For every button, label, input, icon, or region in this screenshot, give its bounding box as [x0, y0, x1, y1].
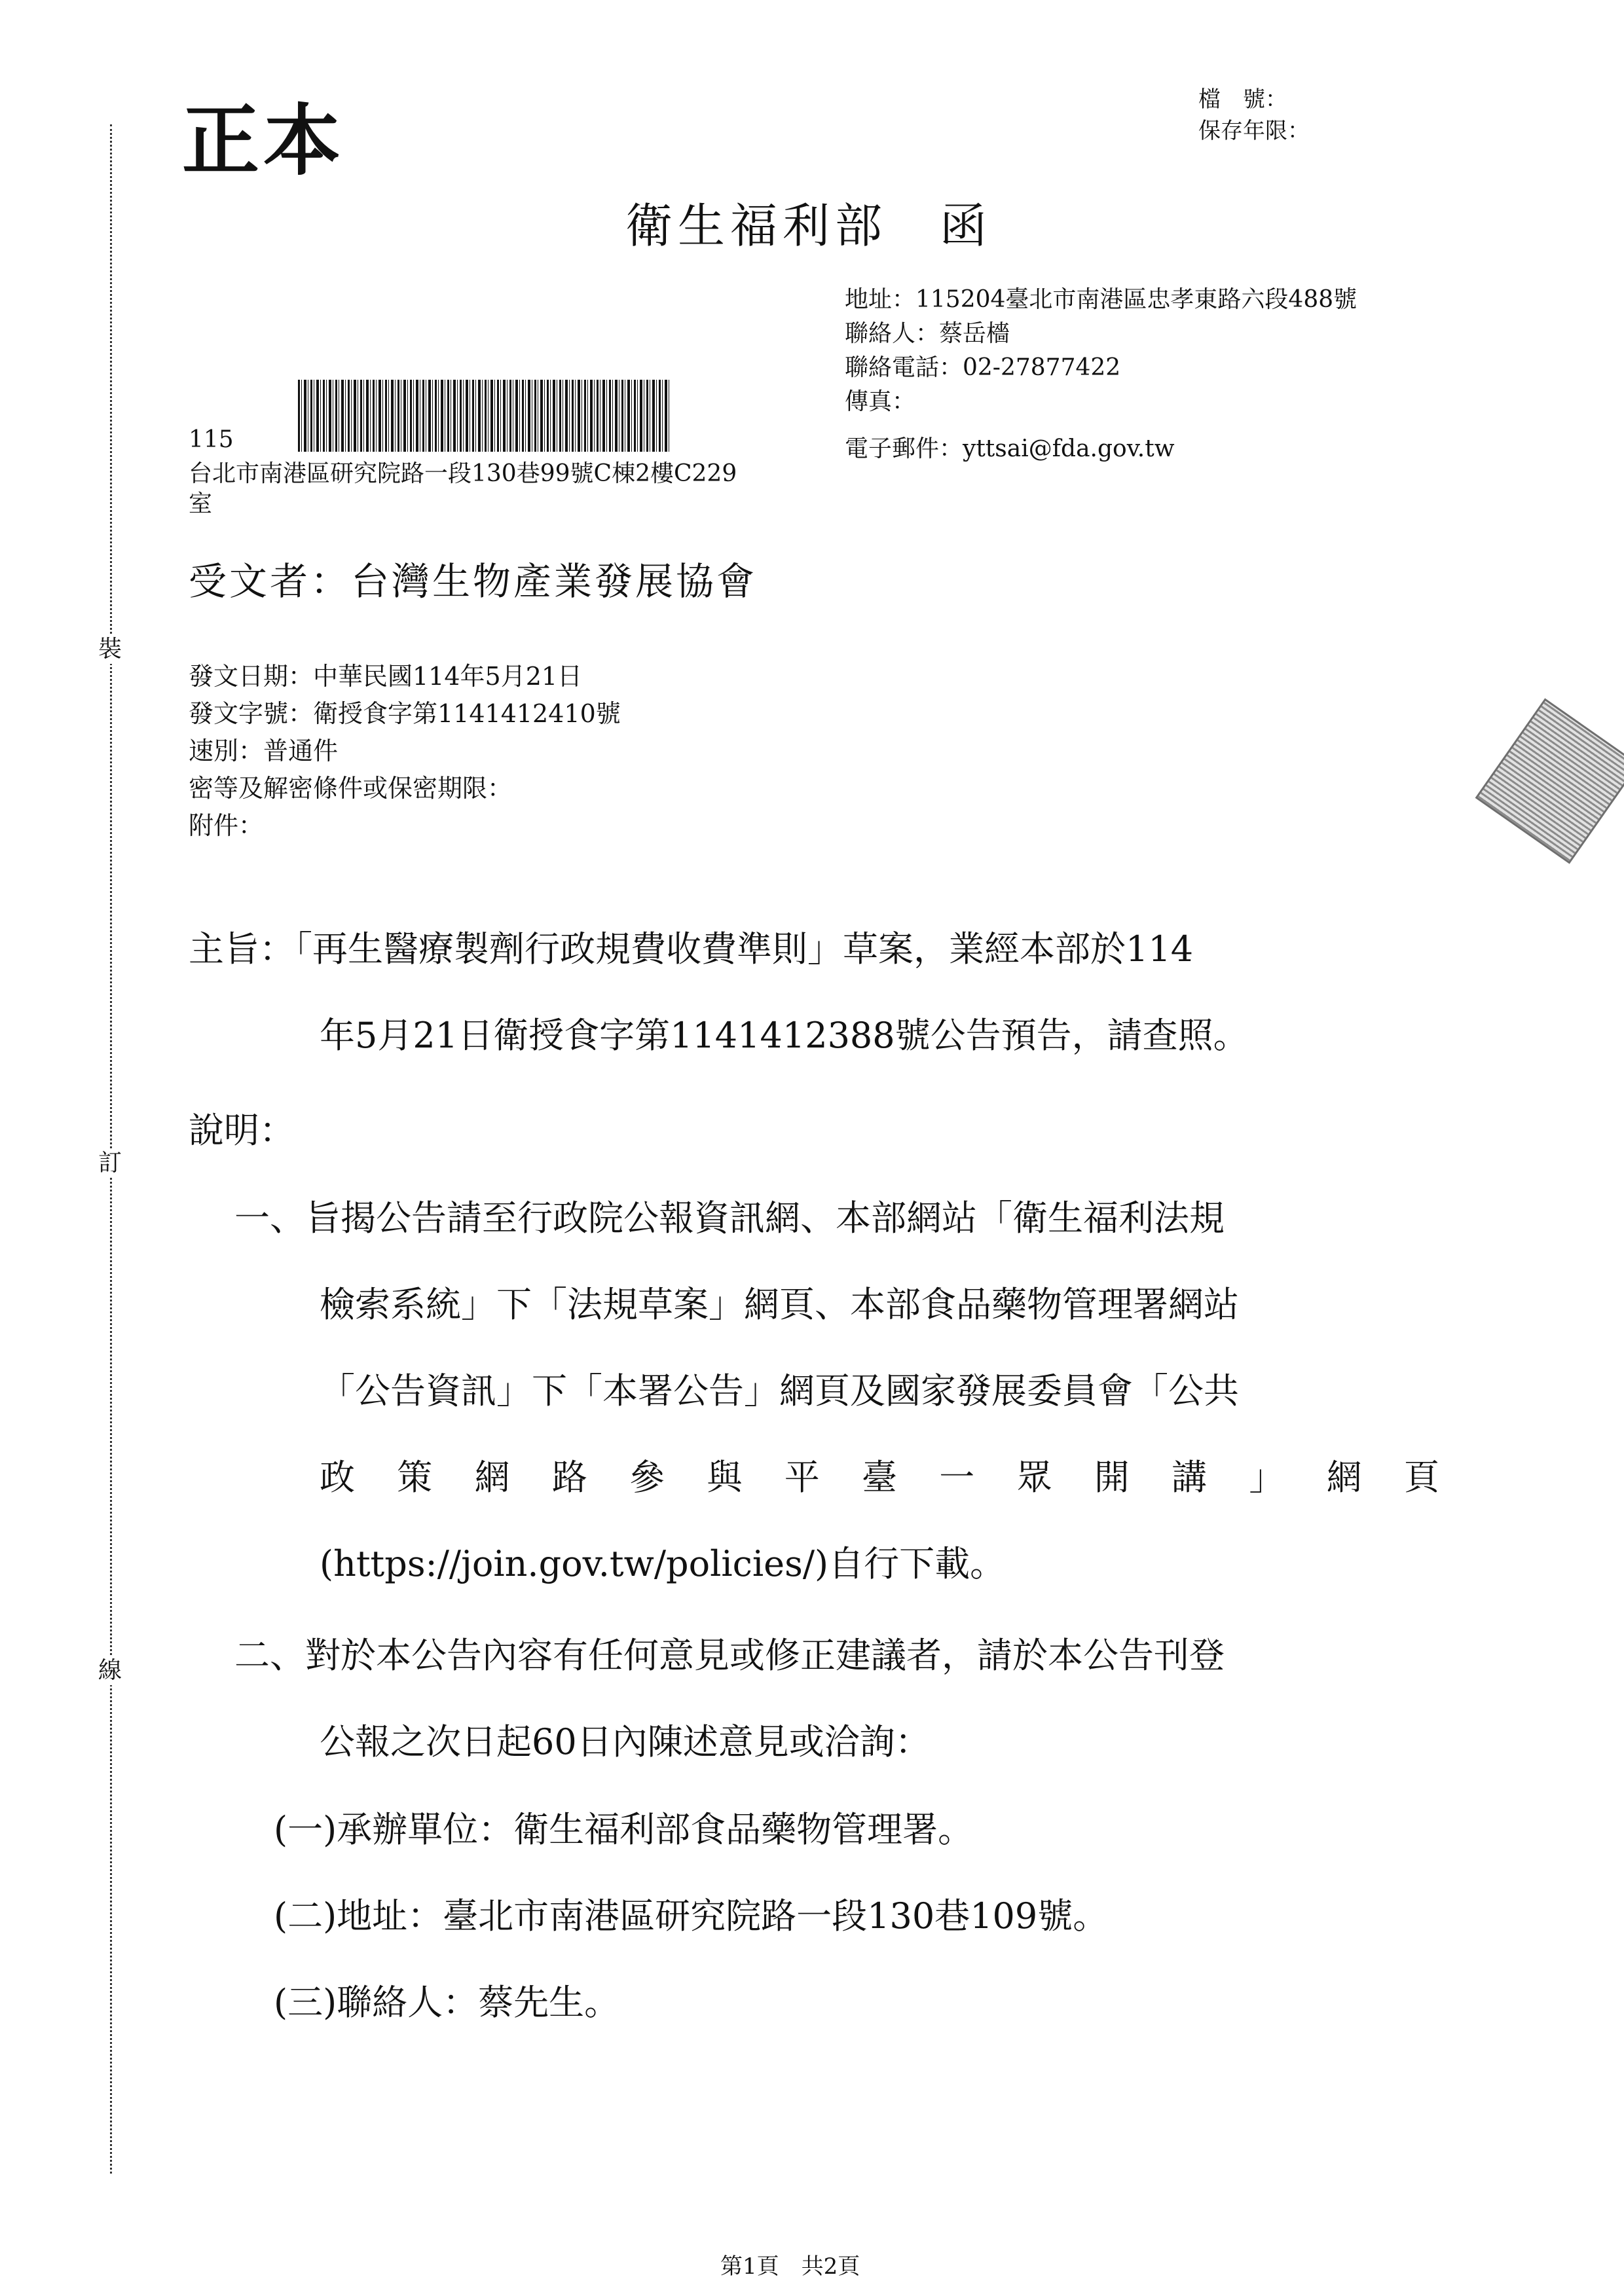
- item1-line1: 一、旨揭公告請至行政院公報資訊網、本部網站「衛生福利法規: [234, 1197, 1225, 1239]
- archive-retention-period: 保存年限：: [1198, 118, 1310, 144]
- subject-line2: 年5月21日衛授食字第1141412388號公告預告，請查照。: [320, 1015, 1249, 1056]
- delivery-speed: 速別：普通件: [189, 737, 339, 765]
- subject-line1: 主旨：「再生醫療製劑行政規費收費準則」草案，業經本部於114: [189, 928, 1194, 970]
- item2-line2: 公報之次日起60日內陳述意見或洽詢：: [320, 1721, 931, 1762]
- item1-line4: 政 策 網 路 參 與 平 臺 一 眾 開 講 」 網 頁: [320, 1457, 1439, 1498]
- item2-sub1: (一)承辦單位：衛生福利部食品藥物管理署。: [274, 1809, 974, 1850]
- recipient: 受文者：台灣生物產業發展協會: [189, 559, 758, 604]
- sender-phone: 聯絡電話：02-27877422: [845, 354, 1121, 381]
- side-seal-stamp: [1475, 698, 1624, 864]
- sender-address: 地址：115204臺北市南港區忠孝東路六段488號: [845, 286, 1357, 313]
- mailing-postal-code: 115: [189, 426, 234, 453]
- binding-mark-xian: 線: [96, 1656, 124, 1685]
- sender-email: 電子郵件：yttsai@fda.gov.tw: [845, 435, 1175, 462]
- page-number: 第1頁 共2頁: [720, 2253, 860, 2280]
- issue-date: 發文日期：中華民國114年5月21日: [189, 662, 583, 691]
- mailing-address-line2: 室: [189, 490, 213, 517]
- original-copy-stamp: 正本: [182, 95, 345, 186]
- item2-line1: 二、對於本公告內容有任何意見或修正建議者，請於本公告刊登: [234, 1635, 1225, 1676]
- document-number: 發文字號：衛授食字第1141412410號: [189, 699, 621, 728]
- mailing-address-line1: 台北市南港區研究院路一段130巷99號C棟2樓C229: [189, 460, 737, 487]
- sender-contact-person: 聯絡人：蔡岳檣: [845, 320, 1010, 347]
- binding-mark-zhuang: 裝: [96, 635, 124, 664]
- sender-fax: 傳真：: [845, 388, 916, 415]
- item2-sub2: (二)地址：臺北市南港區研究院路一段130巷109號。: [274, 1895, 1109, 1937]
- item2-sub3: (三)聯絡人：蔡先生。: [274, 1982, 620, 2023]
- archive-file-number: 檔 號：: [1198, 86, 1287, 113]
- explanation-heading: 說明：: [189, 1110, 295, 1151]
- mailing-barcode: [298, 380, 671, 452]
- item1-line3: 「公告資訊」下「本署公告」網頁及國家發展委員會「公共: [320, 1370, 1239, 1412]
- item1-line2: 檢索系統」下「法規草案」網頁、本部食品藥物管理署網站: [320, 1284, 1239, 1325]
- attachments: 附件：: [189, 811, 264, 840]
- binding-mark-ding: 訂: [96, 1149, 124, 1178]
- secrecy-level: 密等及解密條件或保密期限：: [189, 774, 513, 803]
- document-title: 衛生福利部 函: [625, 198, 993, 253]
- item1-line5: (https://join.gov.tw/policies/)自行下載。: [320, 1543, 1006, 1584]
